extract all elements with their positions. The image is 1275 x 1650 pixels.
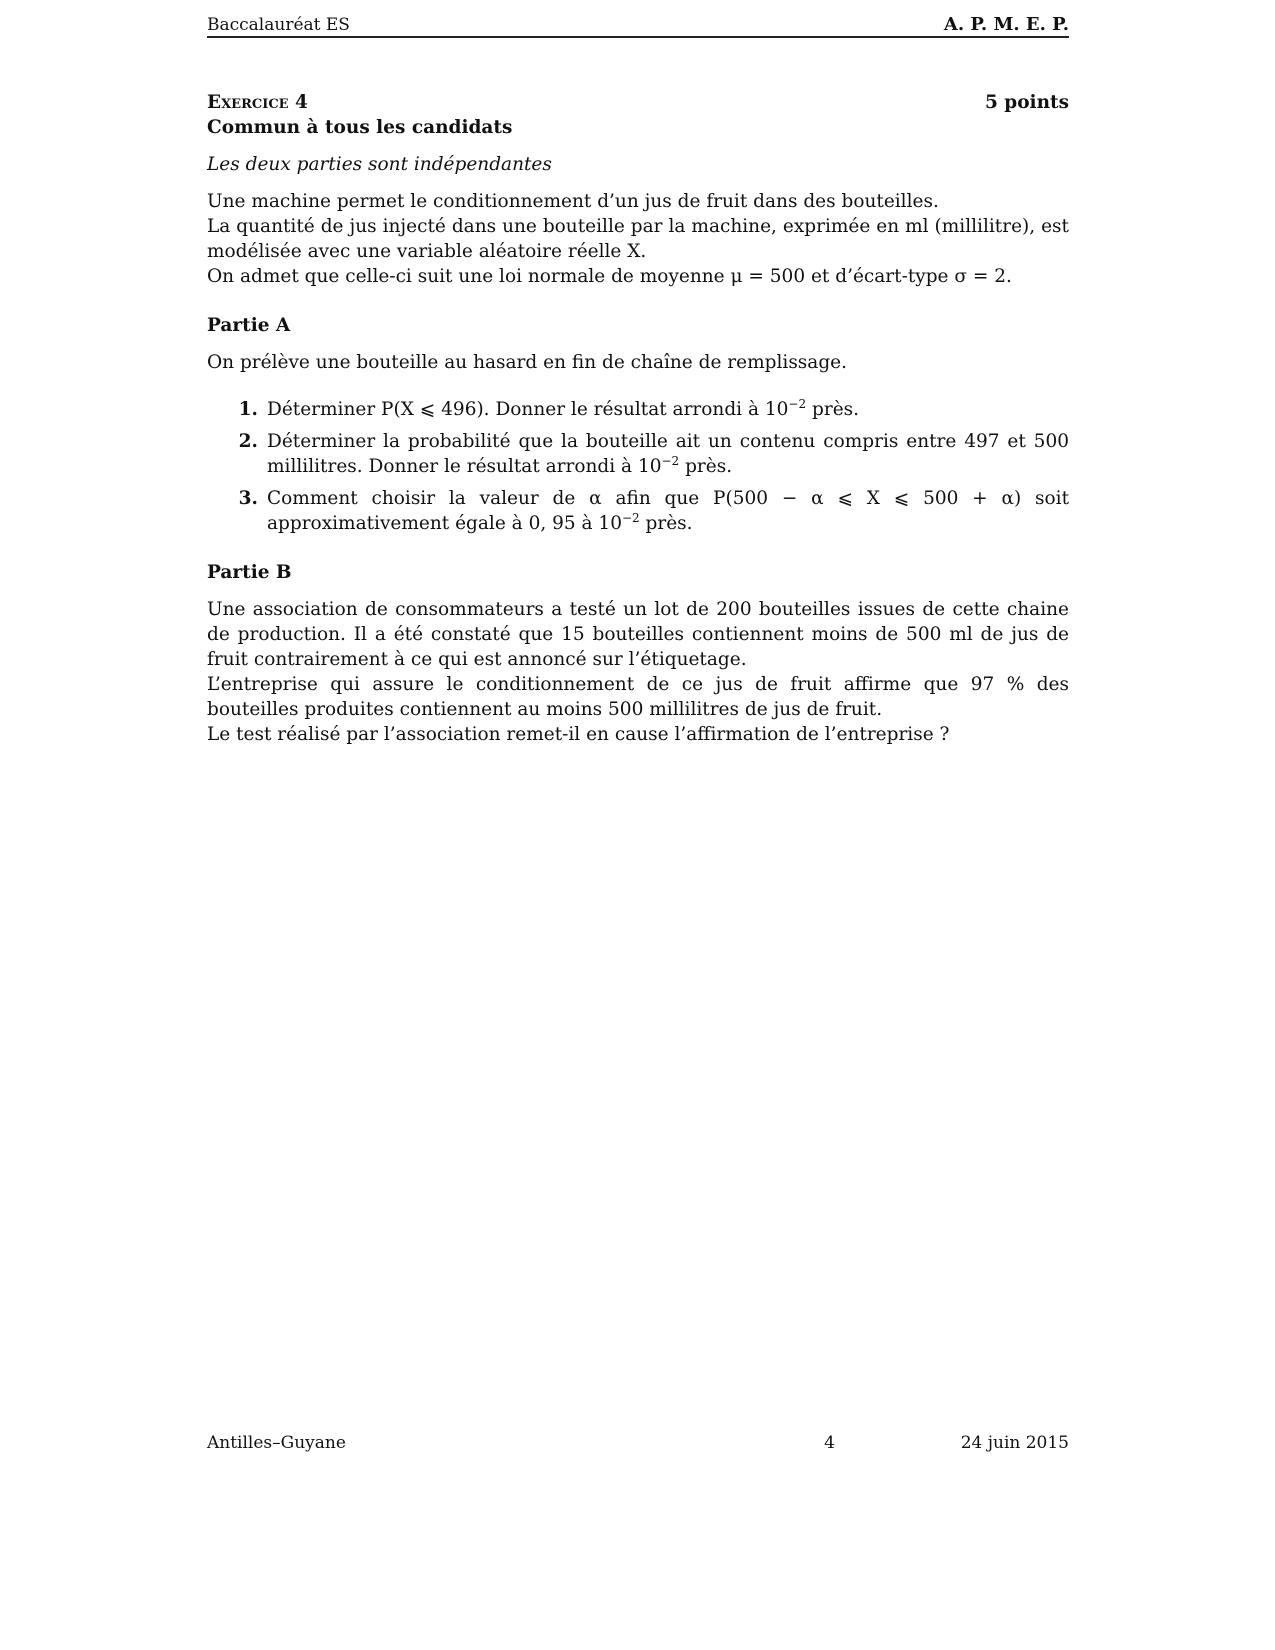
exercise-note: Les deux parties sont indépendantes [207,154,552,175]
question-exponent: −2 [661,454,680,468]
question-number: 3. [238,488,258,509]
part-b-paragraph-1: Une association de consommateurs a testé un lot de 200 bouteilles issues de cette chaine de production. Il a été constaté que 15 bouteilles contiennent moins de 500 ml de jus de fruit contrairement à ce qui est annoncé sur l’étiquetage. [207,599,1069,670]
question-text-end: près. [679,456,733,477]
header-left: Baccalauréat ES [207,15,350,35]
exercise-points: 5 points [984,92,1069,113]
part-b-text [207,597,1069,747]
exercise-audience: Commun à tous les candidats [207,117,513,138]
question-text-main: Déterminer P(X ⩽ 496). Donner le résultat arrondi à 10 [267,399,789,420]
exercise-heading [207,90,1069,115]
intro-paragraph [207,189,1069,289]
question-item [207,429,1069,479]
question-number: 2. [238,431,258,452]
question-text-end: près. [806,399,860,420]
question-exponent: −2 [621,511,640,525]
part-b-title: Partie B [207,562,292,583]
exercise-title: Exercice 4 [207,92,308,113]
intro-line-1: Une machine permet le conditionnement d’un jus de fruit dans des bouteilles. [207,191,939,212]
part-a-questions [207,397,1069,536]
question-number: 1. [238,399,258,420]
question-text-main: Comment choisir la valeur de α afin que P(500 − α ⩽ X ⩽ 500 + α) soit approximativement égale à 0, 95 à 10 [267,488,1069,534]
question-item [207,397,1069,422]
part-a-title: Partie A [207,315,291,336]
exercise-body [207,90,1069,747]
header-right: A. P. M. E. P. [943,14,1069,35]
part-b-paragraph-3: Le test réalisé par l’association remet-il en cause l’affirmation de l’entreprise ? [207,724,950,745]
question-text-main: Déterminer la probabilité que la bouteille ait un contenu compris entre 497 et 500 millilitres. Donner le résultat arrondi à 10 [267,431,1069,477]
question-text [267,397,1069,422]
footer-page-number: 4 [824,1433,835,1453]
intro-line-2: La quantité de jus injecté dans une bouteille par la machine, exprimée en ml (millilitre), est modélisée avec une variable aléatoire réelle X. [207,216,1069,262]
part-a-intro: On prélève une bouteille au hasard en fin de chaîne de remplissage. [207,352,848,373]
footer-date: 24 juin 2015 [960,1433,1069,1453]
question-text [267,486,1069,536]
question-text [267,429,1069,479]
question-item [207,486,1069,536]
part-b-paragraph-2: L’entreprise qui assure le conditionnement de ce jus de fruit affirme que 97 % des bouteilles produites contiennent au moins 500 millilitres de jus de fruit. [207,674,1069,720]
question-exponent: −2 [788,397,807,411]
page-header [207,10,1069,38]
footer-location: Antilles–Guyane [207,1433,346,1453]
question-text-end: près. [639,513,693,534]
intro-line-3: On admet que celle-ci suit une loi normale de moyenne μ = 500 et d’écart-type σ = 2. [207,266,1012,287]
